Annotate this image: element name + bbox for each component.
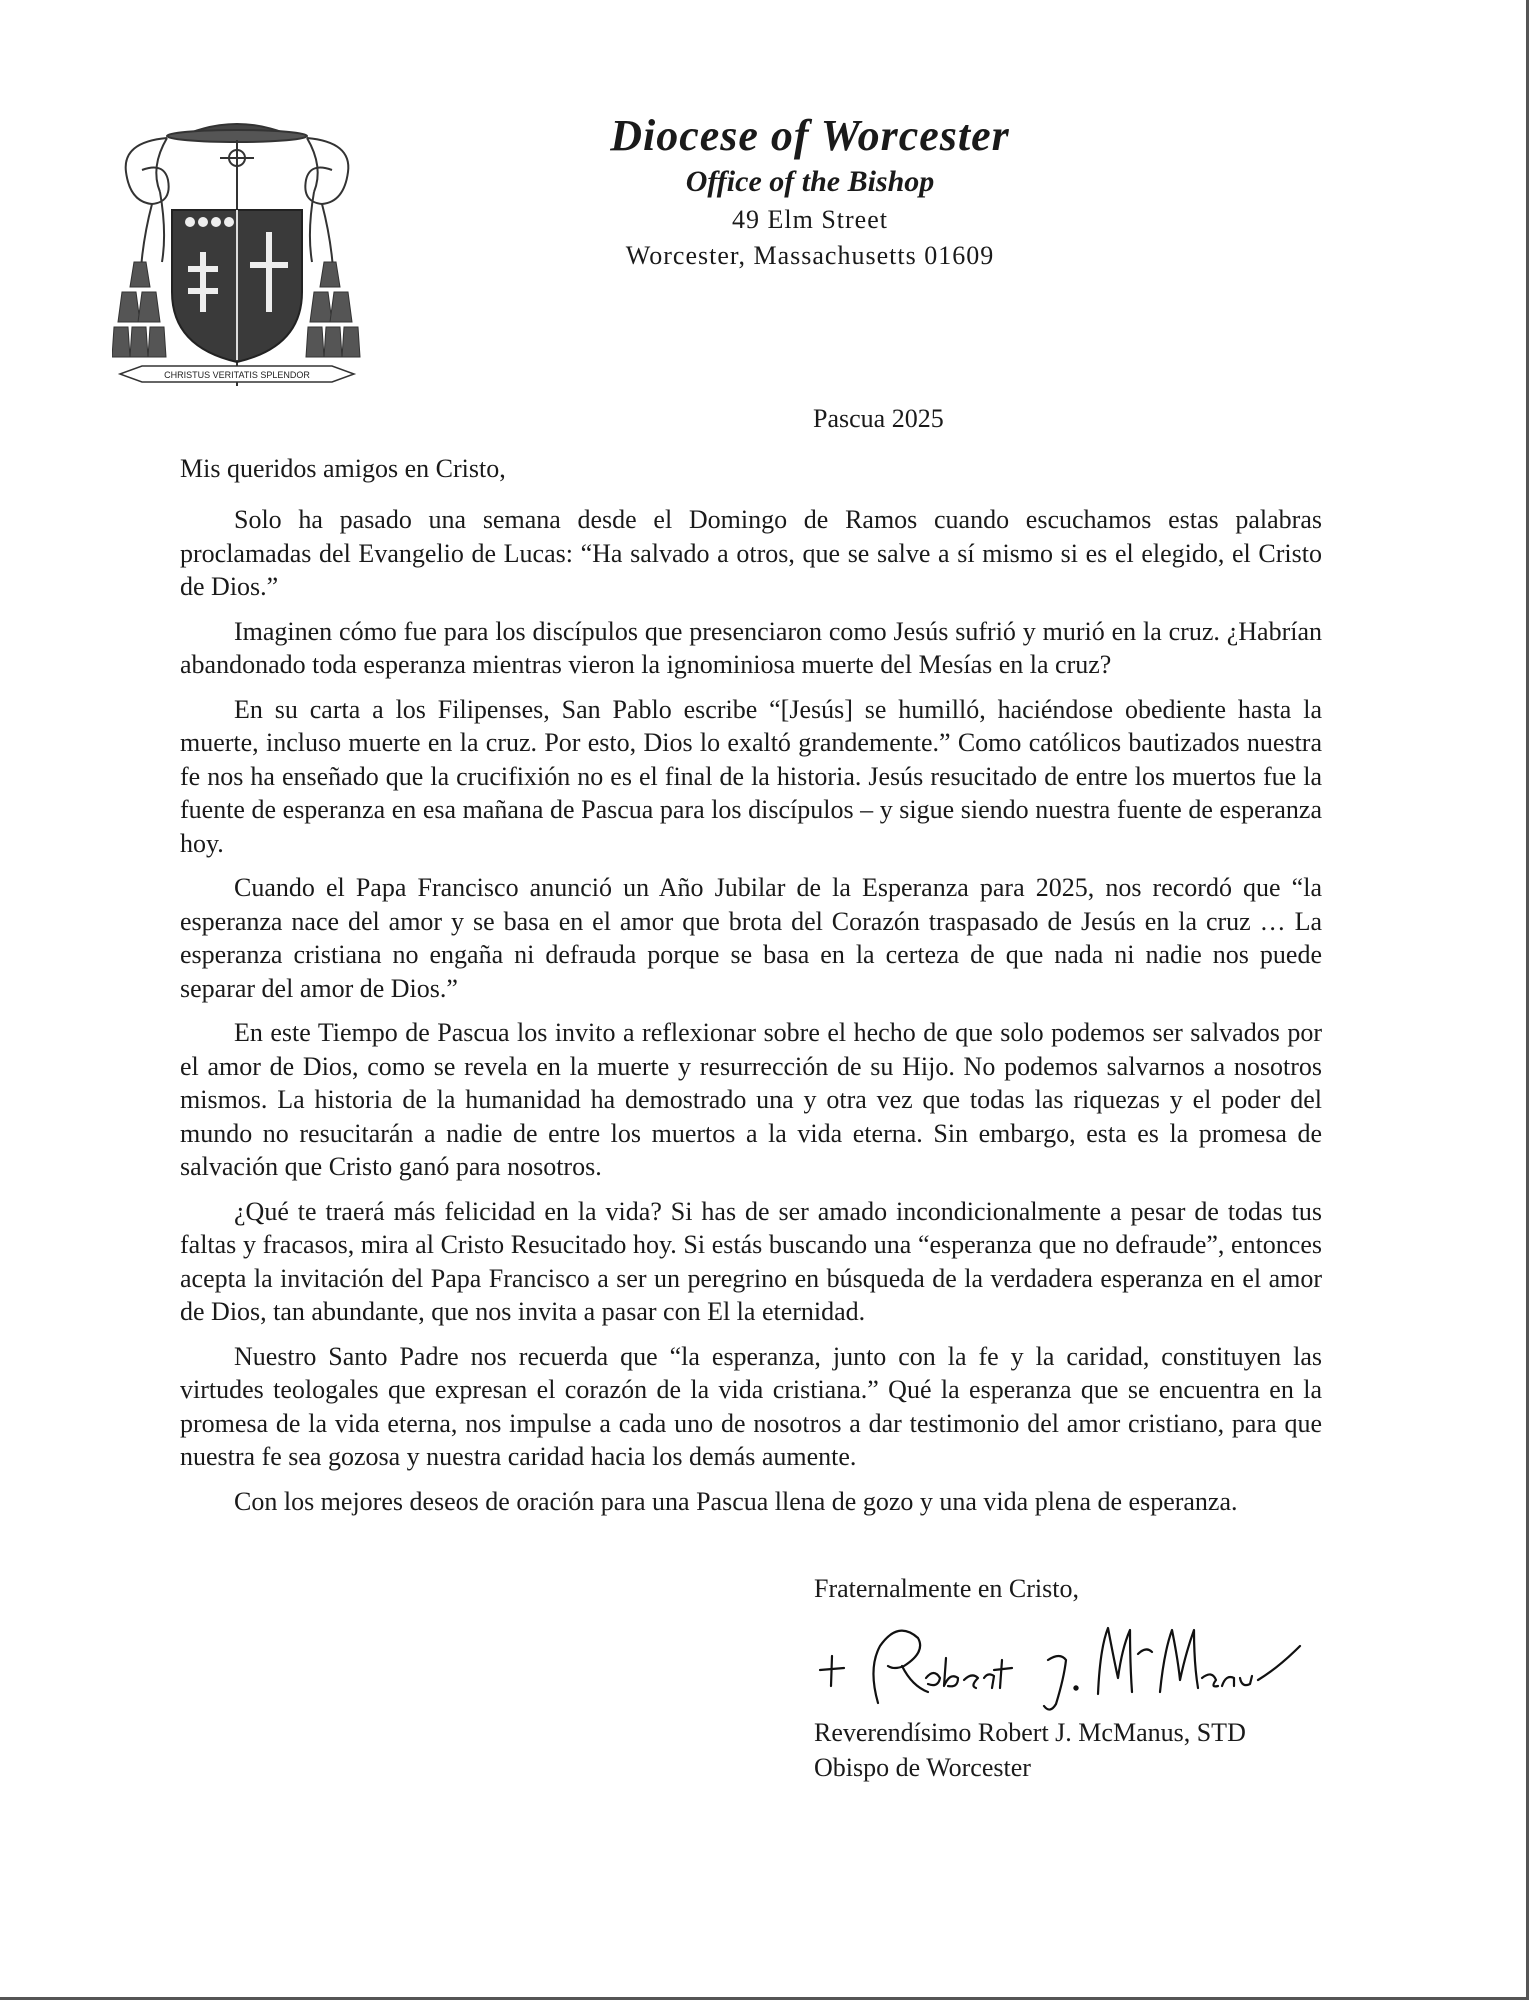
letter-closing: Fraternalmente en Cristo, (814, 1574, 1079, 1603)
letter-paragraph: Nuestro Santo Padre nos recuerda que “la esperanza, junto con la fe y la caridad, constituyen las virtudes teologales que expresan el corazón de la vida cristiana.” Qué la esperanza que se encuentra en la promesa de la vida eterna, nos impulse a cada uno de nosotros a dar testimonio del amor cristiano, para que nuestra fe sea gozosa y nuestra caridad hacia los demás aumente. (180, 1341, 1322, 1471)
letter-paragraph: En su carta a los Filipenses, San Pablo escribe “[Jesús] se humilló, haciéndose obediente hasta la muerte, incluso muerte en la cruz. Por esto, Dios lo exaltó grandemente.” Como católicos bautizados nuestra fe nos ha enseñado que la crucifixión no es el final de la historia. Jesús resucitado de entre los muertos fue la fuente de esperanza en esa mañana de Pascua para los discípulos – y sigue siendo nuestra fuente de esperanza hoy. (180, 694, 1322, 858)
handwritten-signature (808, 1608, 1308, 1718)
letterhead-office: Office of the Bishop (685, 165, 935, 198)
letter-date: Pascua 2025 (813, 404, 944, 433)
letterhead (480, 110, 1140, 274)
letter-paragraph: ¿Qué te traerá más felicidad en la vida? Si has de ser amado incondicionalmente a pesar de todas tus faltas y fracasos, mira al Cristo Resucitado hoy. Si estás buscando una “esperanza que no defraude”, entonces acepta la invitación del Papa Francisco a ser un peregrino en búsqueda de la verdadera esperanza en el amor de Dios, tan abundante, que nos invita a pasar con El la eternidad. (180, 1196, 1322, 1326)
letter-paragraph: Imaginen cómo fue para los discípulos que presenciaron como Jesús sufrió y murió en la cruz. ¿Habrían abandonado toda esperanza mientras vieron la ignominiosa muerte del Mesías en la cruz? (180, 616, 1322, 679)
letter-paragraph: Con los mejores deseos de oración para una Pascua llena de gozo y una vida plena de esperanza. (234, 1486, 1238, 1516)
letterhead-diocese: Diocese of Worcester (610, 111, 1010, 160)
letter-paragraph: Cuando el Papa Francisco anunció un Año Jubilar de la Esperanza para 2025, nos recordó que “la esperanza nace del amor y se basa en el amor que brota del Corazón traspasado de Jesús en la cruz … La esperanza cristiana no engaña ni defrauda porque se basa en la certeza de que nada ni nadie nos puede separar del amor de Dios.” (180, 873, 1322, 1003)
bishop-coat-of-arms-icon (112, 112, 362, 402)
letterhead-city: Worcester, Massachusetts 01609 (625, 241, 995, 270)
signer-name: Reverendísimo Robert J. McManus, STD (814, 1718, 1246, 1747)
letter-paragraph: Solo ha pasado una semana desde el Domingo de Ramos cuando escuchamos estas palabras proclamadas del Evangelio de Lucas: “Ha salvado a otros, que se salve a sí mismo si es el elegido, el Cristo de Dios.” (180, 505, 1322, 601)
letterhead-street: 49 Elm Street (732, 205, 888, 234)
letter-salutation: Mis queridos amigos en Cristo, (180, 454, 506, 483)
letter-body (180, 503, 1322, 1529)
letter-paragraph: En este Tiempo de Pascua los invito a reflexionar sobre el hecho de que solo podemos ser salvados por el amor de Dios, como se revela en la muerte y resurrección de su Hijo. No podemos salvarnos a nosotros mismos. La historia de la humanidad ha demostrado una y otra vez que todas las riquezas y el poder del mundo no resucitarán a nadie de entre los muertos a la vida eterna. Sin embargo, esta es la promesa de salvación que Cristo ganó para nosotros. (180, 1018, 1322, 1181)
crest-motto: CHRISTUS VERITATIS SPLENDOR (164, 370, 310, 380)
signer-title: Obispo de Worcester (814, 1753, 1031, 1782)
